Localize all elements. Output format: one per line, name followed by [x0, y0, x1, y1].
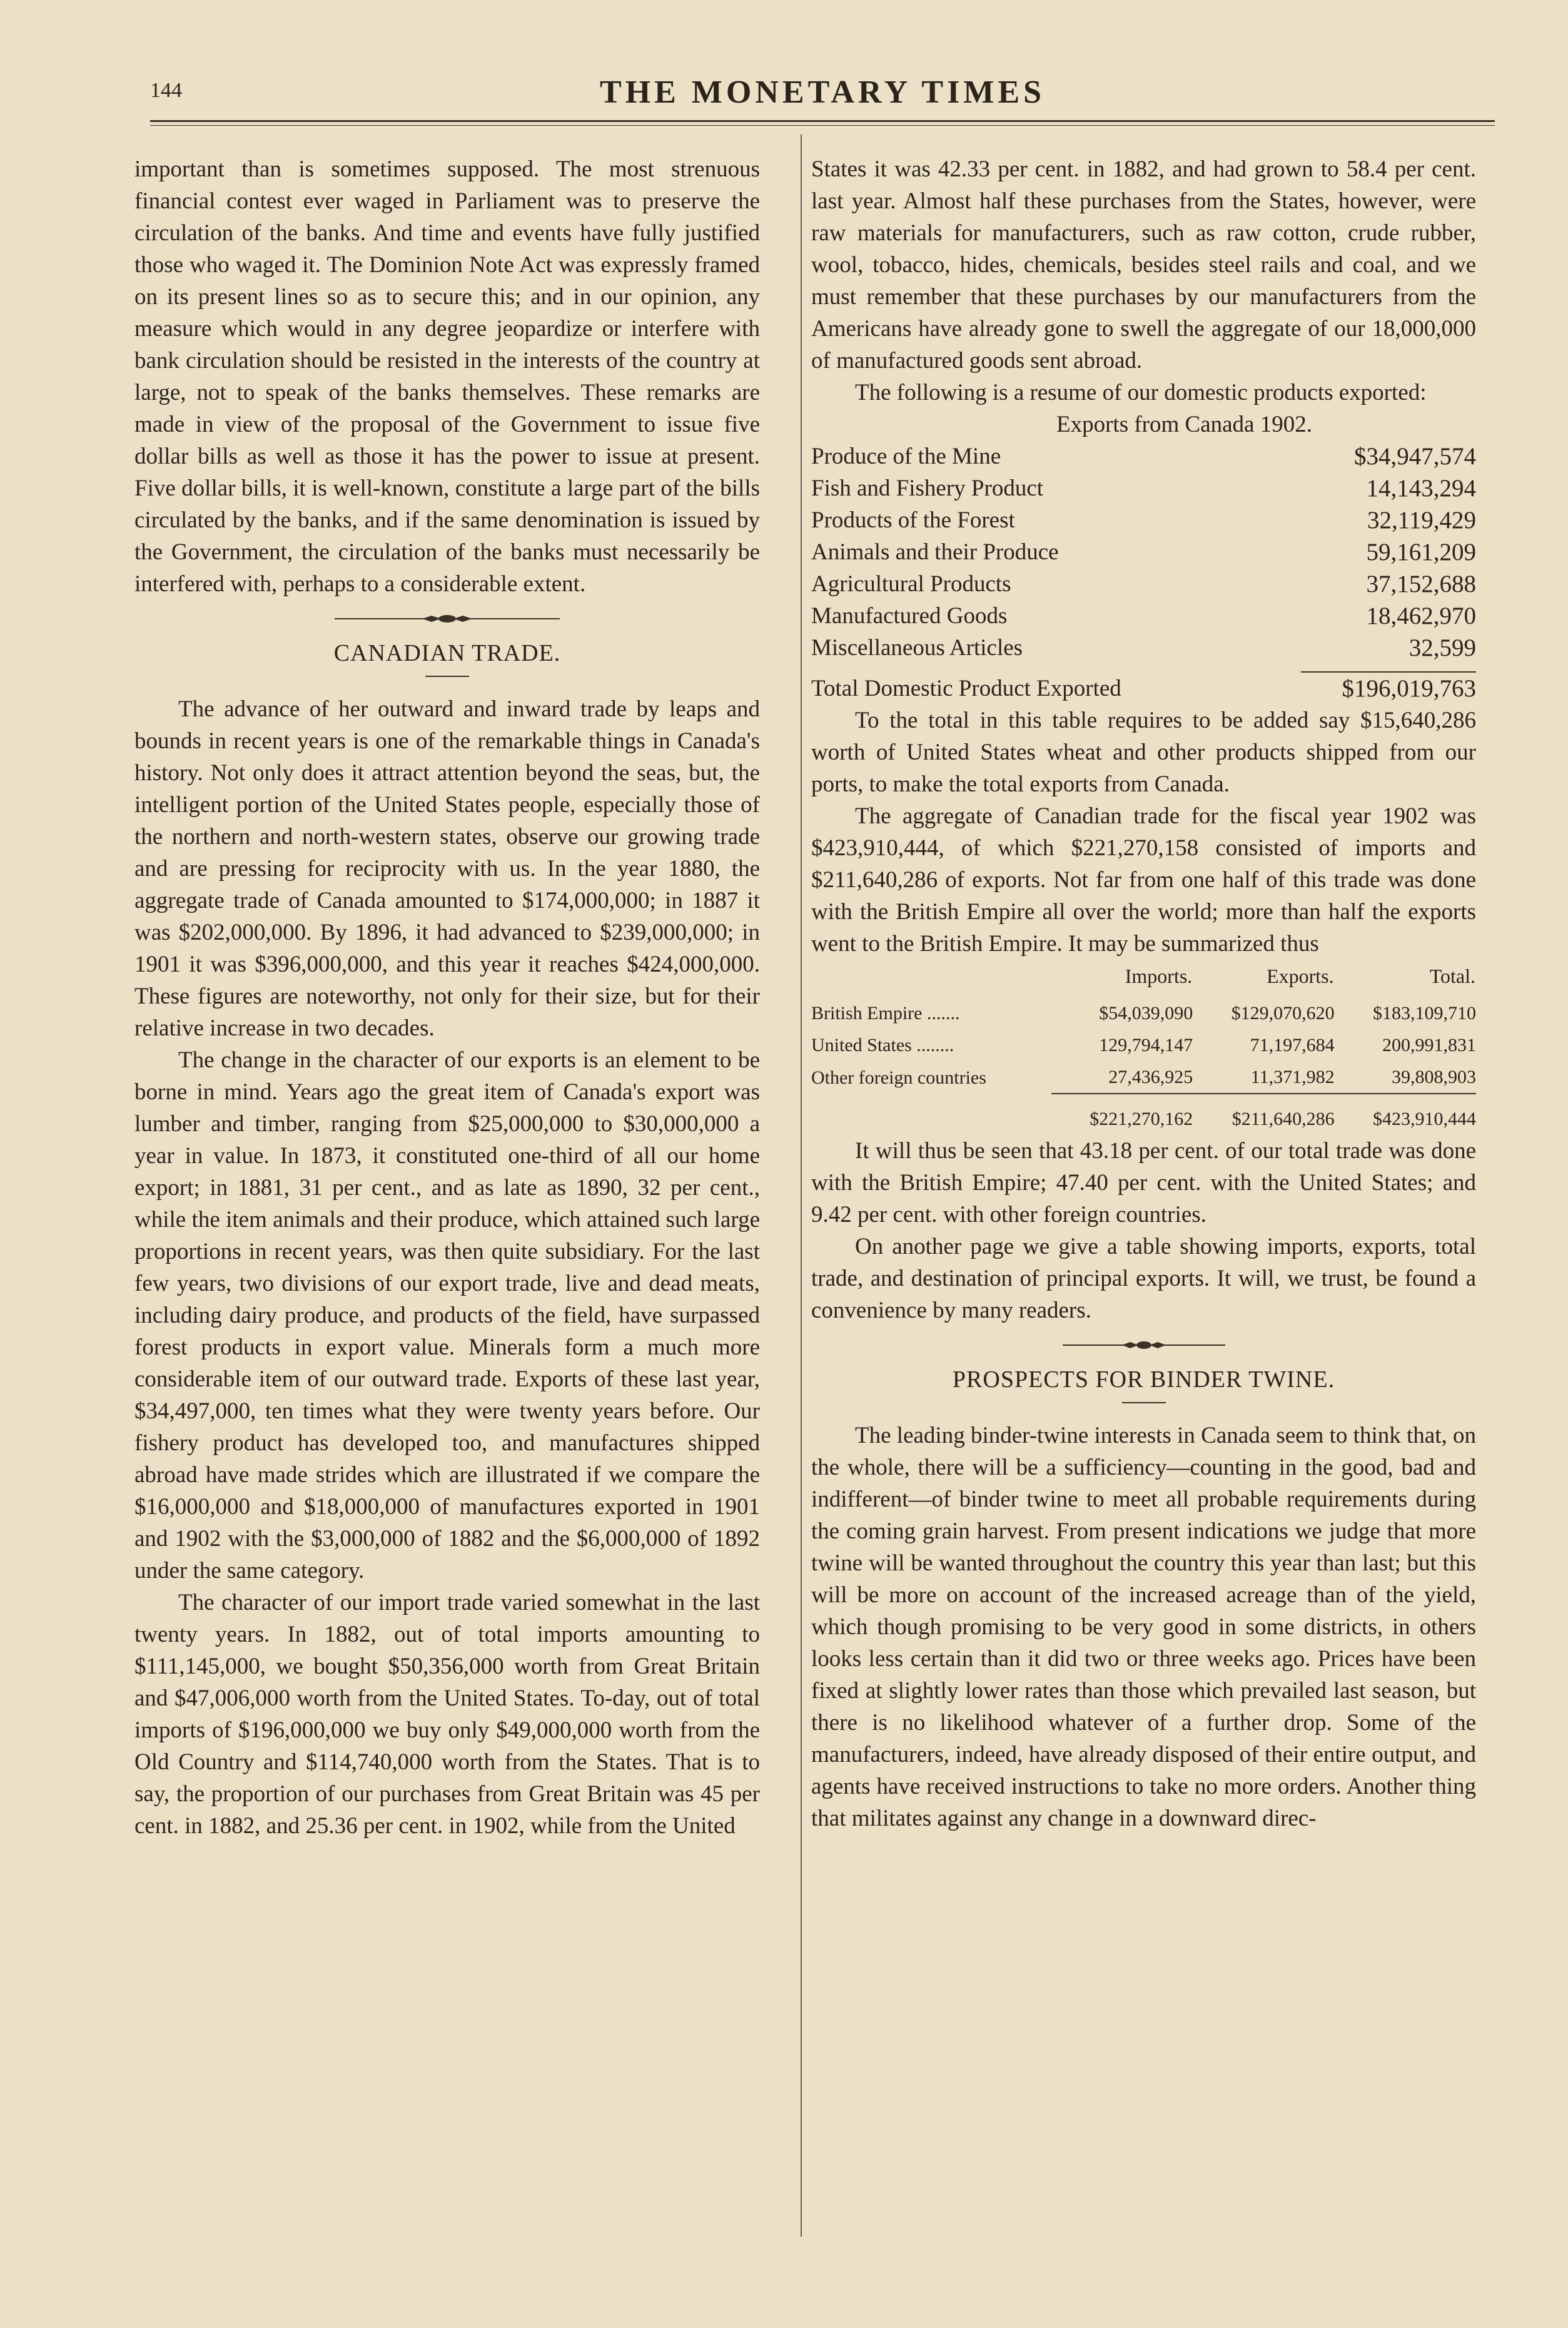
- canadian-trade-heading: CANADIAN TRADE.: [333, 640, 561, 666]
- header-rule: [150, 120, 1495, 122]
- total-cell: 39,808,903: [1392, 1067, 1476, 1087]
- export-value: 14,143,294: [1366, 475, 1476, 502]
- imports-cell: 129,794,147: [1099, 1035, 1193, 1055]
- region-label: United States ........: [811, 1035, 954, 1055]
- table-row: [811, 504, 1476, 536]
- export-value: $34,947,574: [1354, 443, 1476, 470]
- trade-paragraph-3: The character of our import trade varied somewhat in the last twenty years. In 1882, out of total imports amounting to $111,145,000, we bought $50,356,000 worth from Great Britain and $47,006,000 worth from the United States. To-day, out of total imports of $196,000,000 we buy only $49,000,000 worth from the Old Country and $114,740,000 worth from the States. That is to say, the proportion of our purchases from Great Britain was 45 per cent. in 1882, and 25.36 per cent. in 1902, while from the United: [134, 1590, 760, 1839]
- after-table-paragraph: To the total in this table requires to be added say $15,640,286 worth of United States wheat and other products shipped from our ports, to make the total exports from Canada.: [811, 708, 1476, 797]
- export-label: Manufactured Goods: [811, 603, 1008, 629]
- region-label: Other foreign countries: [811, 1067, 986, 1088]
- export-label: Animals and their Produce: [811, 539, 1059, 565]
- heading-rule: [425, 676, 469, 677]
- section-ornament: [134, 614, 760, 624]
- exports-cell: 11,371,982: [1250, 1067, 1335, 1087]
- export-value: 37,152,688: [1366, 571, 1476, 597]
- export-label: Products of the Forest: [811, 507, 1015, 533]
- imports-cell: 27,436,925: [1108, 1067, 1193, 1087]
- trade-paragraph-2: The change in the character of our exports is an element to be borne in mind. Years ago the great item of Canada's export was lumber and timber, ranging from $25,000,000 to $30,000,000 a year in value. In 1873, it constituted one-third of all our home export; in 1881, 31 per cent., and as late as 1890, 32 per cent., while the item animals and their produce, which attained such large proportions in recent years, was then quite subsidiary. For the last few years, two divisions of our export trade, live and dead meats, including dairy produce, and products of the field, have surpassed forest products in export value. Minerals form a much more considerable item of our outward trade. Exports of these last year, $34,497,000, ten times what they were twenty years before. Our fishery product has developed too, and manufactures shipped abroad have made strides which are illustrated if we compare the $16,000,000 and $18,000,000 of manufactures exported in 1901 and 1902 with the $3,000,000 of 1882 and the $6,000,000 of 1892 under the same category.: [134, 1047, 760, 1583]
- total-header: Total.: [1429, 965, 1475, 987]
- exports-table-caption: Exports from Canada 1902.: [1056, 412, 1312, 437]
- region-label: British Empire .......: [811, 1003, 960, 1024]
- intro-paragraph: important than is sometimes supposed. The most strenuous financial contest ever waged in Parliament was to preserve the circulation of the banks. And time and events have fully justified those who waged it. The Dominion Note Act was expressly framed on its present lines so as to secure this; and in our opinion, any measure which would in any degree jeopardize or interfere with bank circulation should be resisted in the interests of the country at large, not to speak of the banks themselves. These remarks are made in view of the proposal of the Government to issue five dollar bills as well as those it has the power to issue at present. Five dollar bills, it is well-known, constitute a large part of the bills circulated by the banks, and if the same denomination is issued by the Government, the circulation of the banks must necessarily be interfered with, perhaps to a considerable extent.: [134, 156, 760, 597]
- imports-header: Imports.: [1125, 965, 1193, 987]
- table-row: [811, 472, 1476, 504]
- exports-cell: 71,197,684: [1250, 1035, 1335, 1055]
- continuation-paragraph: States it was 42.33 per cent. in 1882, and had grown to 58.4 per cent. last year. Almost half these purchases from the States, however, were raw materials for manufacturers, such as raw cotton, crude rubber, wool, tobacco, hides, chemicals, besides steel rails and coal, and we must remember that these purchases by our manufacturers from the Americans have already gone to swell the aggregate of our 18,000,000 of manufactured goods sent abroad.: [811, 156, 1476, 374]
- left-column: [134, 153, 760, 1842]
- export-label: Fish and Fishery Product: [811, 475, 1044, 501]
- heading-rule: [1122, 1402, 1166, 1403]
- exports-cell: $129,070,620: [1231, 1003, 1335, 1024]
- imports-cell: $54,039,090: [1099, 1003, 1193, 1024]
- total-label: Total Domestic Product Exported: [811, 676, 1121, 701]
- binder-twine-heading: PROSPECTS FOR BINDER TWINE.: [952, 1366, 1335, 1393]
- table-row: [811, 568, 1476, 600]
- blank-cell: [811, 1094, 1051, 1135]
- table-row: [811, 997, 1476, 1029]
- total-row: [811, 673, 1476, 704]
- journal-title: THE MONETARY TIMES: [600, 74, 1045, 110]
- page-number: 144: [150, 79, 182, 102]
- right-column: [811, 153, 1476, 1834]
- exports-table: [811, 440, 1476, 664]
- export-value: 18,462,970: [1366, 602, 1476, 629]
- binder-twine-paragraph: The leading binder-twine interests in Canada seem to think that, on the whole, there will be a sufficiency—counting in the good, bad and indifferent—of binder twine to meet all probable requirements during the coming grain harvest. From present indications we judge that more twine will be wanted throughout the country this year than last; but this will be more on account of the increased acreage than of the yield, which though promising to be very good in some districts, in others looks less certain than it did two or three weeks ago. Prices have been fixed at slightly lower rates than those which prevailed last season, but there is no likelihood whatever of a further drop. Some of the manufacturers, indeed, have already disposed of their entire output, and agents have received instructions to take no more orders. Another thing that militates against any change in a downward direc-: [811, 1423, 1476, 1831]
- table-row: [811, 440, 1476, 472]
- table-row: [811, 536, 1476, 568]
- table-row: [811, 632, 1476, 664]
- table-row: [811, 1061, 1476, 1094]
- export-value: 59,161,209: [1366, 539, 1476, 566]
- imports-total: $221,270,162: [1051, 1094, 1193, 1135]
- trade-paragraph-1: The advance of her outward and inward trade by leaps and bounds in recent years is one of the remarkable things in Canada's history. Not only does it attract attention beyond the seas, but, the intelligent portion of the United States people, especially those of the northern and north-western states, observe our growing trade and are pressing for reciprocity with us. In the year 1880, the aggregate trade of Canada amounted to $174,000,000; in 1887 it was $202,000,000. By 1896, it had advanced to $239,000,000; in 1901 it was $396,000,000, and this year it reaches $424,000,000. These figures are noteworthy, not only for their size, but for their relative increase in two decades.: [134, 696, 760, 1041]
- totals-row: [811, 1094, 1476, 1135]
- percent-paragraph: It will thus be seen that 43.18 per cent. of our total trade was done with the British Empire; 47.40 per cent. with the United States; and 9.42 per cent. with other foreign countries.: [811, 1138, 1476, 1228]
- export-label: Produce of the Mine: [811, 444, 1001, 469]
- blank-header: [811, 960, 1051, 997]
- export-label: Miscellaneous Articles: [811, 635, 1023, 661]
- column-divider: [801, 135, 802, 2237]
- export-label: Agricultural Products: [811, 571, 1011, 597]
- header-rule-thin: [150, 125, 1495, 126]
- exports-total: $211,640,286: [1193, 1094, 1334, 1135]
- trade-summary-table: [811, 960, 1476, 1135]
- total-cell: $183,109,710: [1373, 1003, 1476, 1024]
- resume-intro: The following is a resume of our domestic products exported:: [855, 380, 1427, 405]
- section-ornament: [811, 1340, 1476, 1350]
- table-header-row: [811, 960, 1476, 997]
- another-page-paragraph: On another page we give a table showing imports, exports, total trade, and destination of principal exports. It will, we trust, be found a convenience by many readers.: [811, 1234, 1476, 1323]
- table-row: [811, 1029, 1476, 1061]
- grand-total: $423,910,444: [1335, 1094, 1476, 1135]
- total-cell: 200,991,831: [1382, 1035, 1476, 1055]
- exports-header: Exports.: [1267, 965, 1334, 987]
- total-value: $196,019,763: [1342, 675, 1476, 702]
- export-value: 32,599: [1409, 634, 1476, 661]
- export-value: 32,119,429: [1367, 507, 1476, 534]
- aggregate-paragraph: The aggregate of Canadian trade for the fiscal year 1902 was $423,910,444, of which $221,270,158 consisted of imports and $211,640,286 of exports. Not far from one half of this trade was done with the British Empire all over the world; more than half the exports went to the British Empire. It may be summarized thus: [811, 803, 1476, 957]
- exports-total: [811, 673, 1476, 704]
- table-row: [811, 600, 1476, 632]
- page-header: [150, 74, 1495, 118]
